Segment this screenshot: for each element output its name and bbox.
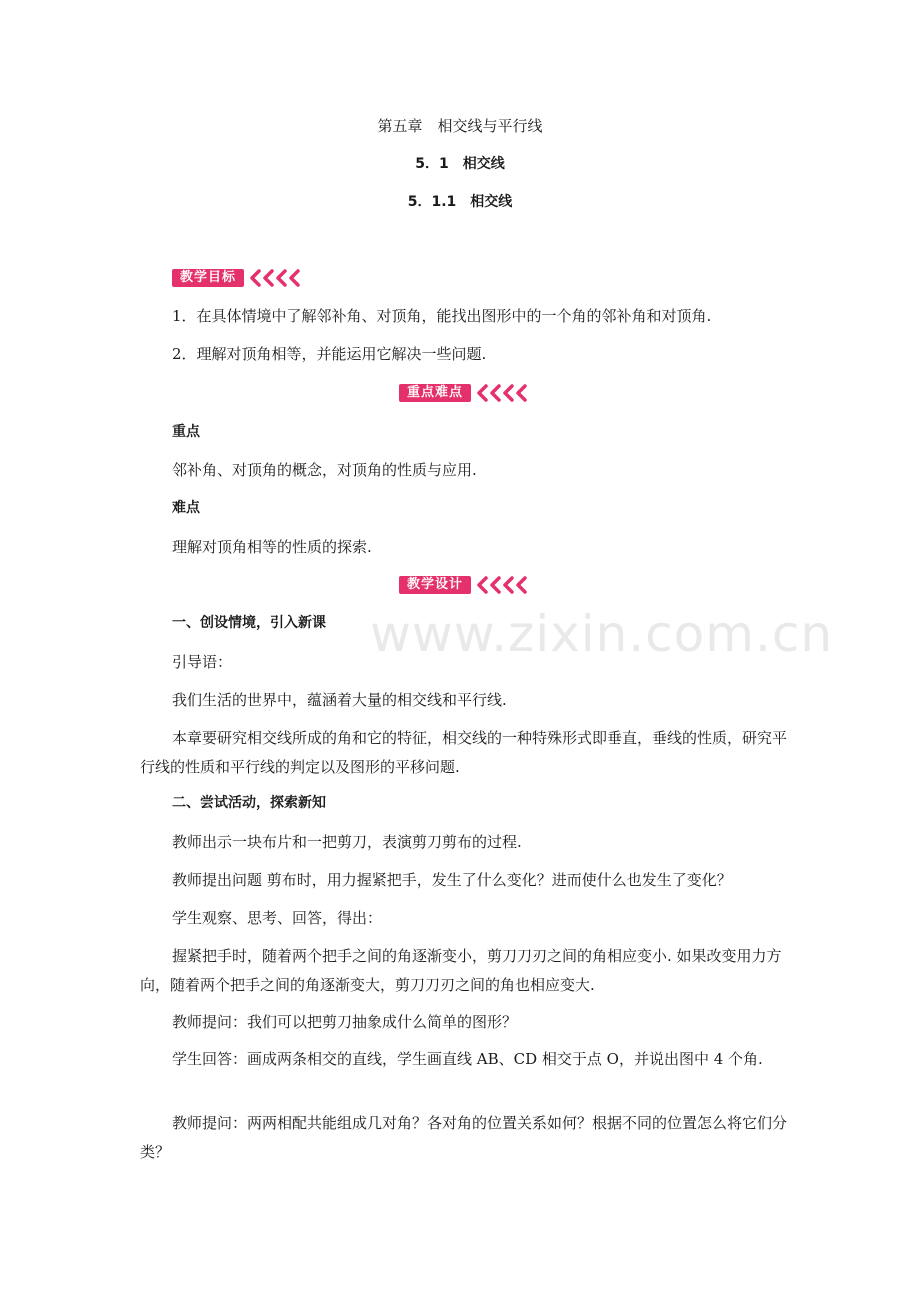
paragraph-1: 我们生活的世界中，蕴涵着大量的相交线和平行线. (172, 691, 507, 709)
subsection-title: 5．1.1 相交线 (407, 194, 513, 210)
goal-item-2: 2．理解对顶角相等，并能运用它解决一些问题. (172, 345, 487, 363)
paragraph-4: 教师提出问题 剪布时，用力握紧把手，发生了什么变化？进而使什么也发生了变化？ (172, 871, 732, 889)
paragraph-7: 教师提问：我们可以把剪刀抽象成什么简单的图形？ (172, 1013, 518, 1031)
paragraph-3: 教师出示一块布片和一把剪刀，表演剪刀剪布的过程. (172, 833, 522, 851)
paragraph-2: 本章要研究相交线所成的角和它的特征，相交线的一种特殊形式即垂直，垂线的性质，研究平行线的性质和平行线的判定以及图形的平移问题. (140, 729, 788, 776)
chevrons-icon (474, 383, 530, 403)
section-title: 5．1 相交线 (415, 156, 505, 172)
chapter-title: 第五章 相交线与平行线 (377, 117, 543, 135)
difficulty-text: 理解对顶角相等的性质的探索. (172, 538, 372, 556)
goals-banner-label: 教学目标 (172, 269, 244, 287)
focus-label: 重点 (172, 424, 200, 440)
watermark: www.zixin.com.cn (370, 605, 834, 663)
goals-banner (172, 267, 303, 289)
chevrons-icon (247, 268, 303, 288)
difficulty-label: 难点 (172, 500, 200, 516)
chevrons-icon (474, 575, 530, 595)
paragraph-8: 学生回答：画成两条相交的直线，学生画直线 AB、CD 相交于点 O，并说出图中 4 个角. (172, 1050, 763, 1068)
key-points-banner (399, 382, 530, 404)
part1-title: 一、创设情境，引入新课 (172, 615, 326, 631)
design-banner-label: 教学设计 (399, 576, 471, 594)
intro-label: 引导语： (172, 653, 233, 671)
paragraph-9: 教师提问：两两相配共能组成几对角？各对角的位置关系如何？根据不同的位置怎么将它们分类？ (140, 1114, 788, 1161)
part2-title: 二、尝试活动，探索新知 (172, 795, 326, 811)
goal-item-1: 1．在具体情境中了解邻补角、对顶角，能找出图形中的一个角的邻补角和对顶角. (172, 307, 712, 325)
paragraph-6: 握紧把手时，随着两个把手之间的角逐渐变小，剪刀刀刃之间的角相应变小. 如果改变用力方向，随着两个把手之间的角逐渐变大，剪刀刀刃之间的角也相应变大. (140, 947, 782, 994)
focus-text: 邻补角、对顶角的概念，对顶角的性质与应用. (172, 461, 477, 479)
design-banner (399, 574, 530, 596)
paragraph-5: 学生观察、思考、回答，得出： (172, 909, 383, 927)
key-points-banner-label: 重点难点 (399, 384, 471, 402)
